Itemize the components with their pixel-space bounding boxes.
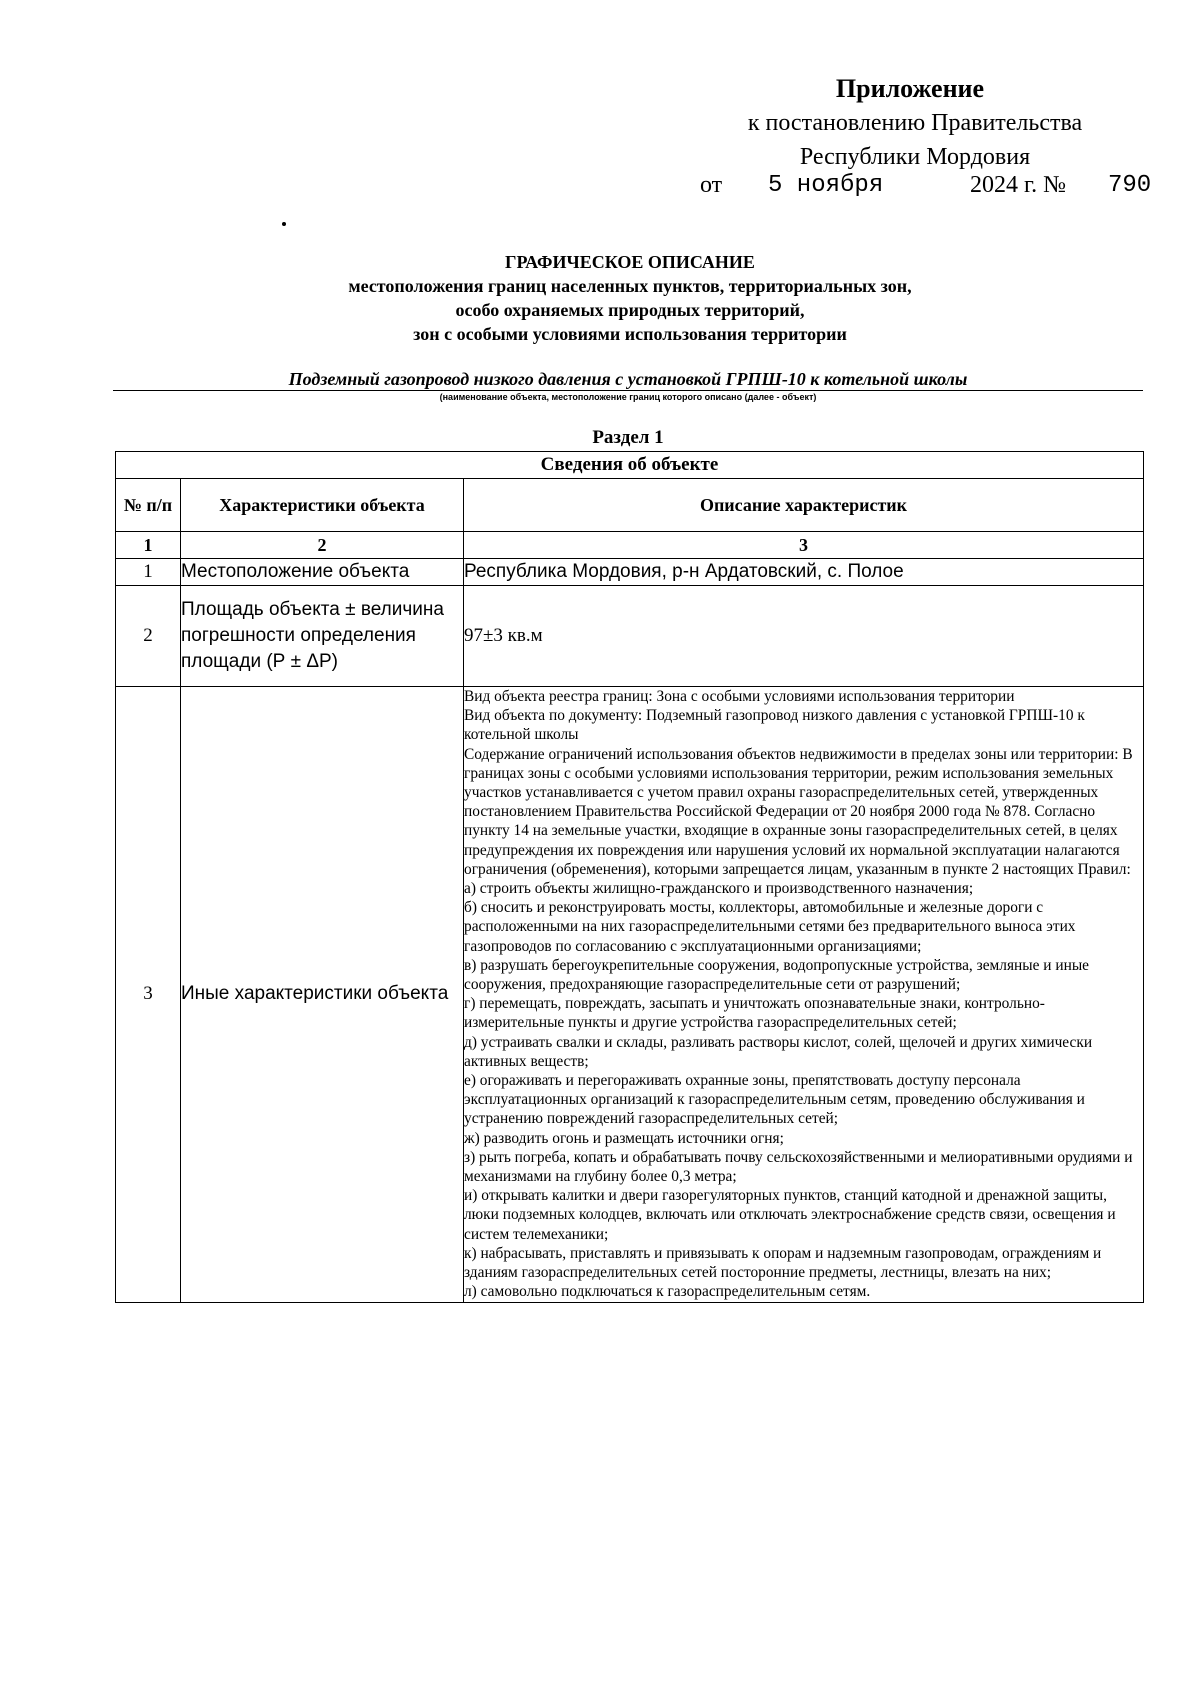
characteristic-line: е) огораживать и перегораживать охранные зоны, препятствовать доступу персонала эксплуатационных организаций к газораспределительным сетям, проведению обслуживания и устранению повреждений газораспределительных сетей; <box>464 1072 1085 1128</box>
characteristic-line: Содержание ограничений использования объектов недвижимости в пределах зоны или территории: В границах зоны с особыми условиями использования территории, режим использования земельных участков устанавливается с учетом правил охраны газораспределительных сетей, утвержденных постановлением Правительства Российской Федерации от 20 ноября 2000 года № 878. Согласно пункту 14 на земельные участки, входящие в охранные зоны газораспределительных сетей, в целях предупреждения их повреждения или нарушения условий их нормальной эксплуатации налагаются ограничения (обременения), которыми запрещается лицам, указанным в пункте 2 настоящих Правил: <box>464 745 1133 878</box>
row-number: 2 <box>116 586 181 687</box>
appendix-decree-line1: к постановлению Правительства <box>747 110 1083 136</box>
column-number-1: 1 <box>116 532 181 559</box>
characteristic-line: и) открывать калитки и двери газорегуляторных пунктов, станций катодной и дренажной защиты, люки подземных колодцев, включать или отключать электроснабжение средств связи, освещения и систем телемеханики; <box>464 1187 1116 1243</box>
document-heading <box>180 250 1080 346</box>
row-characteristic: Площадь объекта ± величина погрешности определения площади (Р ± ΔР) <box>181 586 464 687</box>
row-value-other-characteristics <box>464 687 1144 1303</box>
characteristic-line: в) разрушать берегоукрепительные сооружения, водопропускные устройства, земляные и иные сооружения, предохраняющие газораспределительные сети от разрушений; <box>464 956 1090 994</box>
section-title: Раздел 1 <box>592 427 664 448</box>
characteristic-line: б) сносить и реконструировать мосты, коллекторы, автомобильные и железные дороги с расположенными на них газораспределительными сетями без предварительного выноса этих газопроводов по согласованию с эксплуатационными организациями; <box>464 899 1076 955</box>
document-title: ГРАФИЧЕСКОЕ ОПИСАНИЕ <box>505 252 755 272</box>
characteristic-line: ж) разводить огонь и размещать источники огня; <box>464 1129 784 1147</box>
decree-number: 790 <box>1108 172 1152 199</box>
document-subtitle-line2: особо охраняемых природных территорий, <box>455 300 805 320</box>
characteristic-line: з) рыть погреба, копать и обрабатывать почву сельскохозяйственными и мелиоративными орудиями и механизмами на глубину более 0,3 метра; <box>464 1148 1133 1186</box>
characteristic-line: л) самовольно подключаться к газораспределительным сетям. <box>464 1283 871 1301</box>
object-name: Подземный газопровод низкого давления с установкой ГРПШ-10 к котельной школы <box>113 368 1143 391</box>
header-number: № п/п <box>116 479 181 532</box>
characteristic-line: Вид объекта реестра границ: Зона с особыми условиями использования территории <box>464 688 1015 705</box>
scan-dot <box>282 222 286 226</box>
appendix-title: Приложение <box>835 74 985 103</box>
table-row <box>116 687 1144 1303</box>
row-characteristic: Местоположение объекта <box>181 559 464 586</box>
row-value: Республика Мордовия, р-н Ардатовский, с. Полое <box>464 559 1144 586</box>
appendix-decree-line2: Республики Мордовия <box>799 144 1031 170</box>
row-value: 97±3 кв.м <box>464 586 1144 687</box>
table-row <box>116 559 1144 586</box>
date-prefix: от <box>700 172 723 198</box>
object-caption: (наименование объекта, местоположение границ которого описано (далее - объект) <box>439 392 817 402</box>
header-characteristics: Характеристики объекта <box>181 479 464 532</box>
characteristic-line: Вид объекта по документу: Подземный газопровод низкого давления с установкой ГРПШ-10 к котельной школы <box>464 707 1085 744</box>
characteristic-line: к) набрасывать, приставлять и привязывать к опорам и надземным газопроводам, ограждениям и зданиям газораспределительных сетей посторонние предметы, лестницы, влезать на них; <box>464 1244 1102 1282</box>
decree-day: 5 ноября <box>768 172 884 199</box>
column-number-3: 3 <box>464 532 1144 559</box>
characteristic-line: г) перемещать, повреждать, засыпать и уничтожать опознавательные знаки, контрольно-измерительные пункты и другие устройства газораспределительных сетей; <box>464 995 1045 1032</box>
document-subtitle-line1: местоположения границ населенных пунктов, территориальных зон, <box>348 276 912 296</box>
characteristic-line: а) строить объекты жилищно-гражданского и производственного назначения; <box>464 880 974 898</box>
column-number-row <box>116 532 1144 559</box>
table-caption: Сведения об объекте <box>116 452 1144 479</box>
table-header-row <box>116 479 1144 532</box>
characteristic-line: д) устраивать свалки и склады, разливать растворы кислот, солей, щелочей и других химически активных веществ; <box>464 1033 1093 1070</box>
table-row <box>116 586 1144 687</box>
row-number: 1 <box>116 559 181 586</box>
header-description: Описание характеристик <box>464 479 1144 532</box>
appendix-header <box>690 72 1130 174</box>
row-number: 3 <box>116 687 181 1303</box>
decree-year: 2024 г. № <box>970 172 1067 198</box>
object-info-table <box>115 451 1144 1303</box>
row-characteristic: Иные характеристики объекта <box>181 687 464 1303</box>
document-subtitle-line3: зон с особыми условиями использования территории <box>413 324 847 344</box>
column-number-2: 2 <box>181 532 464 559</box>
